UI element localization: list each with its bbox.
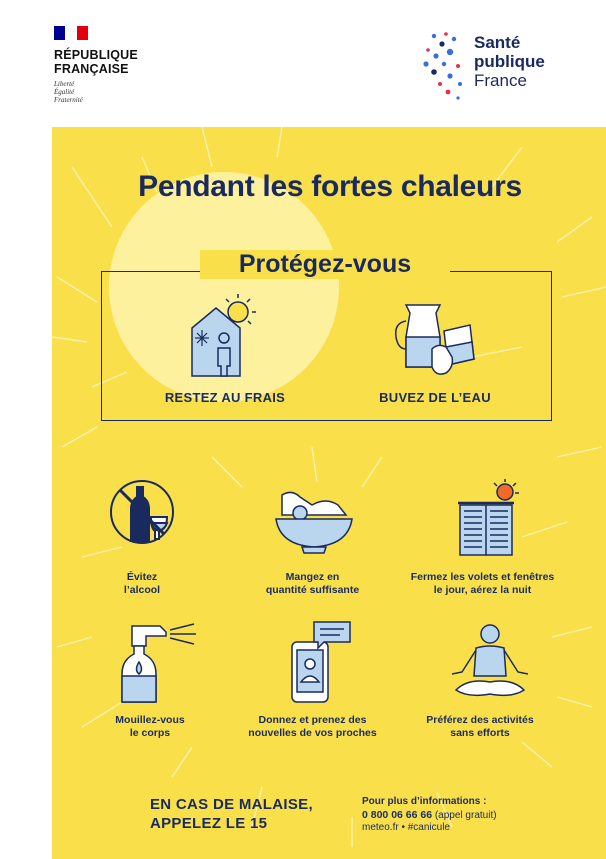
republic-motto: Liberté Égalité Fraternité: [54, 80, 83, 104]
poster-title: Pendant les fortes chaleurs: [138, 170, 522, 203]
tip-label-eat: Mangez en quantité suffisante: [265, 571, 360, 596]
spray-bottle-icon: [116, 620, 200, 706]
tip-label-alcohol: Évitez l’alcool: [123, 571, 161, 596]
agency-name: Santé publique France: [474, 33, 545, 90]
sante-publique-france-logo: [420, 26, 570, 106]
tip-label-shutters: Fermez les volets et fenêtres le jour, aérez la nuit: [410, 571, 555, 596]
info-phone: 0 800 06 66 66: [362, 808, 433, 821]
republic-name: RÉPUBLIQUE FRANÇAISE: [54, 48, 138, 76]
food-bowl-icon: [272, 487, 356, 557]
water-pitcher-icon: [392, 297, 482, 383]
meditating-person-icon: [448, 620, 532, 706]
no-alcohol-icon: [107, 477, 177, 547]
dots-logo-icon: [420, 26, 470, 106]
emergency-notice: EN CAS DE MALAISE, APPELEZ LE 15: [150, 796, 313, 832]
tip-label-activities: Préférez des activités sans efforts: [426, 714, 534, 739]
republique-francaise-logo: [54, 26, 174, 104]
action-label-stay-cool: RESTEZ AU FRAIS: [164, 390, 286, 405]
info-block: Pour plus d’informations : 0 800 06 66 66 (appel gratuit) meteo.fr • #canicule: [362, 796, 497, 833]
tip-label-wet-body: Mouillez-vous le corps: [115, 714, 185, 739]
french-flag-icon: [54, 26, 88, 40]
tip-label-relatives: Donnez et prenez des nouvelles de vos proches: [248, 714, 377, 739]
info-phone-note: (appel gratuit): [432, 809, 497, 821]
house-snowflake-icon: [180, 290, 260, 380]
closed-shutters-icon: [452, 477, 522, 557]
protect-subtitle: Protégez-vous: [200, 250, 450, 279]
info-links: meteo.fr • #canicule: [362, 822, 450, 833]
action-label-drink-water: BUVEZ DE L’EAU: [379, 390, 491, 405]
phone-message-icon: [288, 620, 358, 706]
